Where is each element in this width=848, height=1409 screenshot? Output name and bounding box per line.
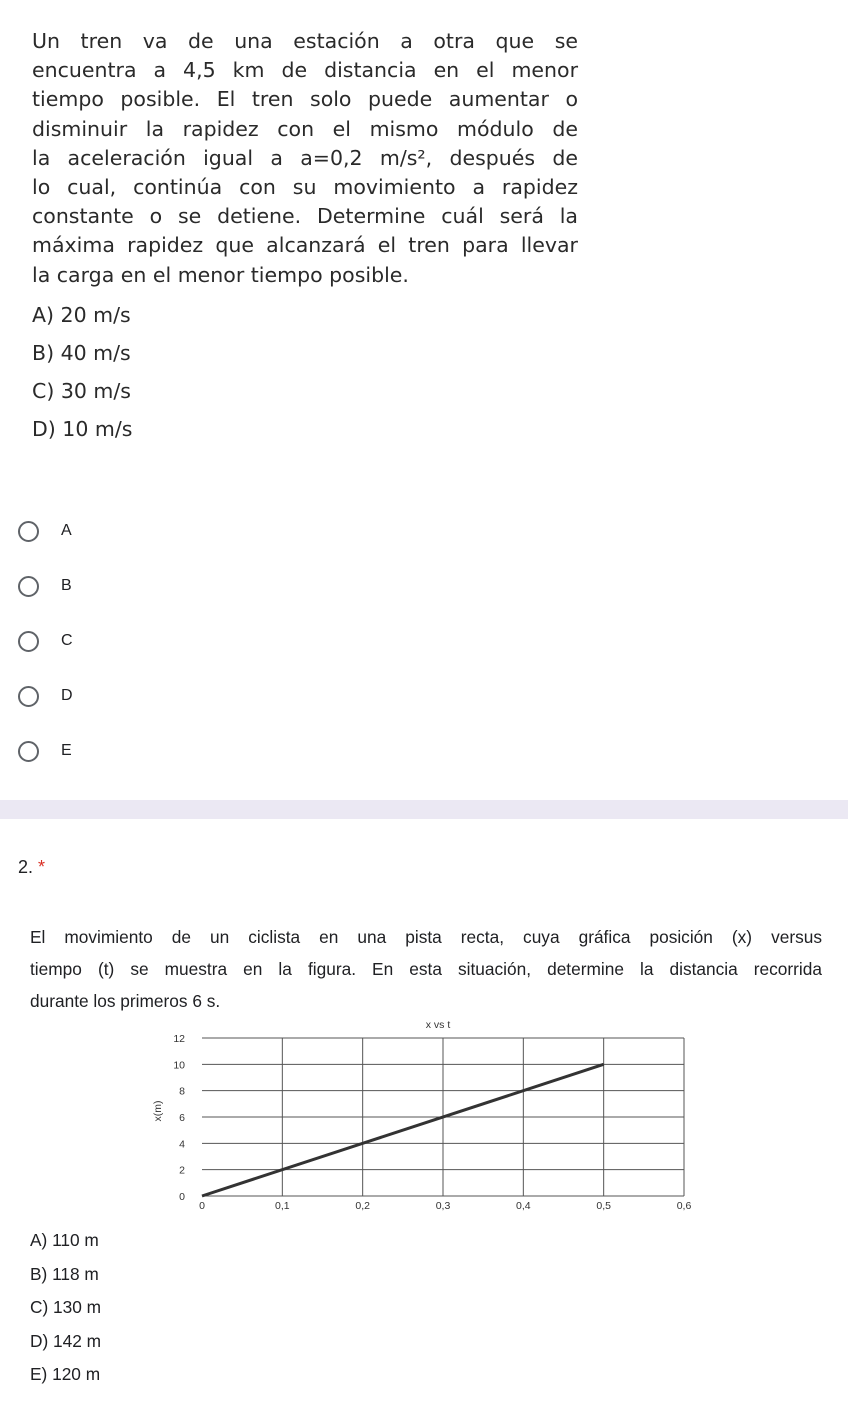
answer-option: D) 10 m/s: [32, 417, 133, 441]
question-1-text-line: Un tren va de una estación a otra que se: [32, 29, 578, 53]
question-1-text-line: encuentra a 4,5 km de distancia en el menor: [32, 58, 578, 83]
answer-option: B) 40 m/s: [32, 341, 131, 365]
y-tick-label: 0: [179, 1191, 185, 1203]
y-tick-label: 4: [179, 1138, 185, 1151]
radio-label: E: [61, 742, 72, 759]
question-1-text: [32, 27, 578, 290]
radio-option-b[interactable]: [18, 561, 73, 616]
question-2-text-line: El movimiento de un ciclista en una pista recta, cuya gráfica posición (x) versus: [30, 927, 822, 947]
question-1-text-line: máxima rapidez que alcanzará el tren para llevar: [32, 233, 578, 258]
radio-label: A: [61, 522, 72, 539]
answer-option: C) 130 m: [30, 1297, 102, 1317]
question-1-text-line: la aceleración igual a a=0,2 m/s², después de: [32, 145, 578, 170]
question-1-radio-group[interactable]: [18, 506, 73, 781]
y-axis-label: x(m): [152, 1100, 164, 1122]
x-tick-label: 0,6: [676, 1200, 692, 1212]
position-time-chart: [140, 1012, 700, 1217]
question-1-text-line: tiempo posible. El tren solo puede aumentar o: [32, 87, 578, 112]
answer-option: B) 118 m: [30, 1263, 99, 1284]
series-line: [202, 1064, 604, 1196]
question-2-text-line: durante los primeros 6 s.: [30, 991, 221, 1011]
chart-title: x vs t: [425, 1019, 451, 1031]
x-tick-label: 0,4: [516, 1200, 531, 1212]
radio-option-d[interactable]: [18, 671, 73, 726]
y-tick-label: 12: [173, 1033, 185, 1045]
question-number: 2.: [18, 857, 34, 877]
answer-option: A) 110 m: [30, 1230, 99, 1250]
radio-option-c[interactable]: [18, 616, 73, 671]
radio-label: D: [61, 687, 73, 704]
x-tick-label: 0: [199, 1200, 205, 1212]
question-2-text: [30, 921, 822, 1017]
y-tick-label: 10: [173, 1059, 185, 1072]
y-tick-label: 6: [179, 1112, 185, 1124]
radio-option-a[interactable]: [18, 506, 73, 561]
radio-button[interactable]: [18, 631, 39, 652]
answer-option: E) 120 m: [30, 1364, 101, 1384]
section-divider: [0, 800, 848, 819]
answer-option: C) 30 m/s: [32, 379, 131, 403]
question-1-answer-list: [32, 300, 132, 452]
question-2-text-line: tiempo (t) se muestra en la figura. En esta situación, determine la distancia recorrida: [30, 959, 822, 979]
question-1-text-line: disminuir la rapidez con el mismo módulo de: [32, 116, 578, 141]
required-asterisk: *: [38, 857, 46, 877]
question-1-text-line: constante o se detiene. Determine cuál será la: [32, 204, 578, 229]
radio-button[interactable]: [18, 576, 39, 597]
x-tick-label: 0,5: [596, 1200, 611, 1212]
question-1-text-line: lo cual, continúa con su movimiento a rapidez: [32, 175, 578, 200]
x-tick-label: 0,3: [435, 1200, 451, 1212]
question-2-number: [18, 857, 45, 878]
x-tick-label: 0,1: [275, 1200, 290, 1212]
y-tick-label: 8: [179, 1085, 185, 1098]
question-2-answer-list: [30, 1227, 101, 1395]
radio-label: B: [61, 577, 72, 594]
radio-label: C: [61, 632, 73, 649]
radio-button[interactable]: [18, 686, 39, 707]
x-tick-label: 0,2: [355, 1200, 370, 1212]
y-tick-label: 2: [179, 1164, 185, 1177]
radio-button[interactable]: [18, 741, 39, 762]
question-1-text-line: la carga en el menor tiempo posible.: [32, 262, 409, 287]
radio-option-e[interactable]: [18, 726, 73, 781]
radio-button[interactable]: [18, 521, 39, 542]
answer-option: A) 20 m/s: [32, 303, 131, 327]
answer-option: D) 142 m: [30, 1330, 102, 1351]
